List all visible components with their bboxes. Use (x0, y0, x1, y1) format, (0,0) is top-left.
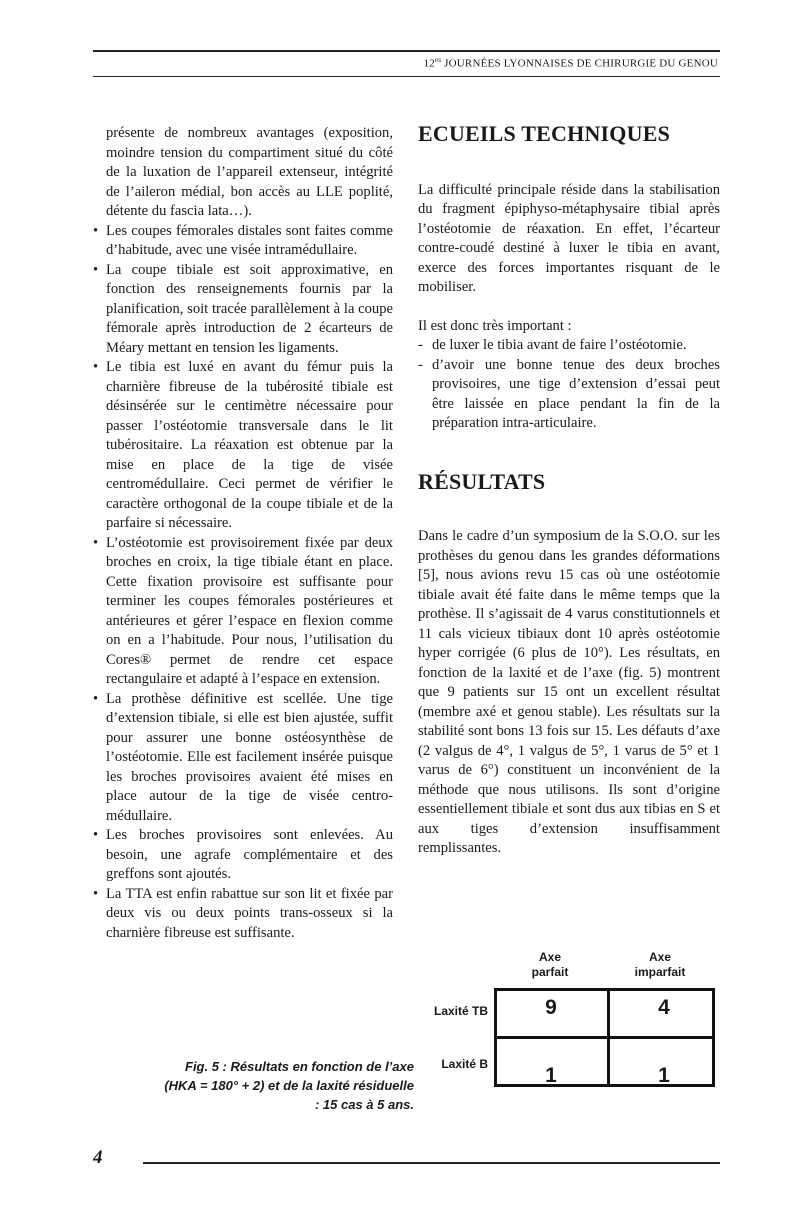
list-item: - de luxer le tibia avant de faire l’ostéotomie. (418, 336, 720, 356)
ecueils-intro: Il est donc très important : (418, 317, 572, 334)
table-row-header-laxite-b: Laxité B (441, 1057, 488, 1071)
column-header-line: Axe (648, 950, 671, 964)
header-ordinal-suffix: es (434, 56, 442, 64)
table-column-header-axe-parfait (514, 950, 586, 980)
section-heading-ecueils: ECUEILS TECHNIQUES (418, 121, 671, 146)
table-cell: 1 (658, 1064, 670, 1087)
table-cell: 1 (545, 1064, 557, 1087)
ecueils-paragraph: La difficulté principale réside dans la stabilisation du fragment épiphyso-métaphysaire tibial après l’ostéotomie de réaxation. En effet, l’écarteur contre-coudé destiné à luxer le tibia en avant, exerce des forces importantes risquant de le mobiliser. (418, 181, 720, 295)
figure-caption: Fig. 5 : Résultats en fonction de l’axe (HKA = 180° + 2) et de la laxité résiduelle : 15 cas à 5 ans. (164, 1059, 414, 1112)
list-item: • Les coupes fémorales distales sont faites comme d’habitude, avec une visée intramédullaire. (93, 222, 393, 261)
header-top-rule (93, 50, 720, 52)
header-title: JOURNÉES LYONNAISES DE CHIRURGIE DU GENOU (444, 57, 718, 70)
intro-paragraph: présente de nombreux avantages (exposition, moindre tension du compartiment situé du côté de la luxation de l’appareil extenseur, intégrité de l’aileron médial, bon accès au LLE poplité, détente du fascia lata…). (106, 125, 393, 219)
column-header-line: parfait (531, 965, 569, 979)
table-cell: 4 (658, 996, 670, 1019)
header-bottom-rule (93, 76, 720, 77)
column-header-line: Axe (538, 950, 561, 964)
page-number: 4 (93, 1147, 103, 1168)
table-divider-horizontal (497, 1036, 712, 1039)
column-header-line: imparfait (634, 965, 686, 979)
left-column (93, 124, 393, 943)
right-column (418, 121, 720, 859)
table-column-header-axe-imparfait (624, 950, 696, 980)
list-item: • La coupe tibiale est soit approximative, en fonction des renseignements fournis par la planification, soit tracée parallèlement à la coupe fémorale après introduction de 2 écarteurs de Méary mettant en tension les ligaments. (93, 261, 393, 359)
list-item: • L’ostéotomie est provisoirement fixée par deux broches en croix, la tige tibiale étant en place. Cette fixation provisoire est suffisante pour terminer les coupes fémorales postérieures et antérieures et gérer l’espace en flexion comme on en a l’habitude. Pour nous, l’utilisation du Cores® permet de rendre cet espace rectangulaire et adapté à l’espace en extension. (93, 534, 393, 690)
resultats-paragraph: Dans le cadre d’un symposium de la S.O.O. sur les prothèses du genou dans les grandes déformations [5], nous avions revu 15 cas où une ostéotomie tibiale avait été faite dans le même temps que la prothèse. Il s’agissait de 4 varus constitutionnels et 11 cals vicieux tibiaux dont 10 après ostéotomie hyper corrigée (6 plus de 10°). Les résultats, en fonction de la laxité et de l’axe (fig. 5) montrent que 9 patients sur 15 ont un excellent résultat (membre axé et genou stable). Les résultats sur la stabilité sont bons 13 fois sur 15. Les défauts d’axe (2 valgus de 4°, 1 valgus de 5°, 1 varus de 5° et 1 varus de 6°) constituent un inconvénient de la méthode que nous utilisons. Ils sont d’origine essentiellement tibiale et sont dus aux tibias en S et aux tiges d’extension insuffisamment remplissantes. (418, 528, 720, 856)
list-item: • Les broches provisoires sont enlevées. Au besoin, une agrafe complémentaire et des greffons sont ajoutés. (93, 826, 393, 885)
running-header (424, 56, 718, 70)
table-cell: 9 (545, 996, 557, 1019)
section-heading-resultats: RÉSULTATS (418, 468, 546, 494)
list-item: • La prothèse définitive est scellée. Une tige d’extension tibiale, si elle est bien ajustée, suffit pour assurer une bonne ostéosynthèse de l’ostéotomie. Elle est facilement insérée puisque les broches provisoires avaient été mises en place autour de la tige de visée centro-médullaire. (93, 690, 393, 827)
footer-rule (143, 1162, 720, 1164)
results-table (494, 988, 715, 1087)
header-number: 12 (423, 57, 435, 70)
list-item: • Le tibia est luxé en avant du fémur puis la charnière fibreuse de la tubérosité tibiale est désinsérée sur le centimètre nécessaire pour passer l’ostéotomie transversale dans le lit tubérositaire. La réaxation est obtenue par la mise en place de la tige de visée centromédullaire. Ceci permet de vérifier le caractère orthogonal de la coupe tibiale et de la parfaire si nécessaire. (93, 358, 393, 534)
list-item: - d’avoir une bonne tenue des deux broches provisoires, une tige d’extension d’essai peut être laissée en place pendant la fin de la préparation intra-articulaire. (418, 356, 720, 434)
table-row-header-laxite-tb: Laxité TB (433, 1004, 488, 1018)
ecueils-dash-list (418, 336, 720, 434)
list-item: • La TTA est enfin rabattue sur son lit et fixée par deux vis ou deux points trans-osseux si la charnière fibreuse est suffisante. (93, 885, 393, 944)
procedure-steps-list (93, 222, 393, 944)
